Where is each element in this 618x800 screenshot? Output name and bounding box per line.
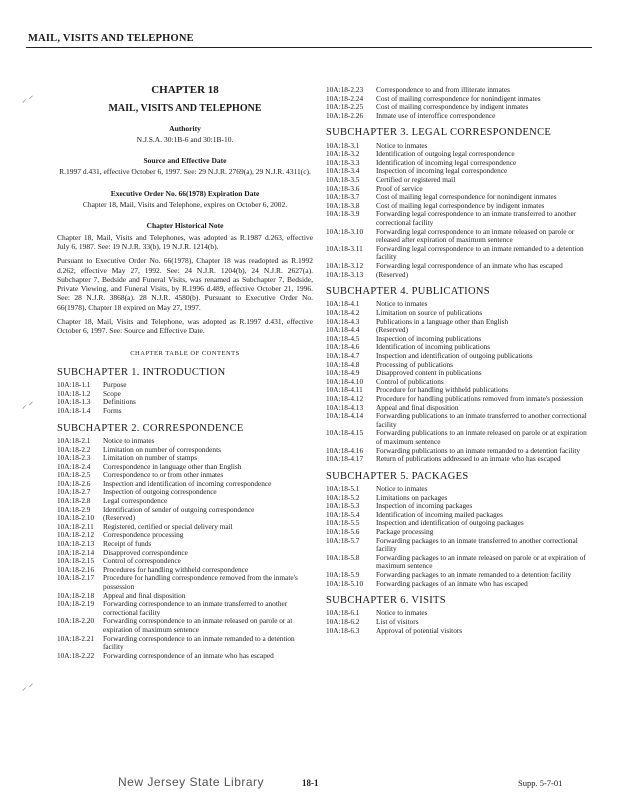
section-number: 10A:18-4.16	[326, 445, 364, 455]
section-title: Certified or registered mail	[376, 175, 456, 185]
section-number: 10A:18-1.1	[57, 380, 91, 390]
exec-order-text: Chapter 18, Mail, Visits and Telephone, expires on October 6, 2002.	[82, 200, 288, 210]
section-title: Receipt of funds	[103, 539, 152, 549]
section-number: 10A:18-2.8	[57, 496, 91, 506]
toc-entry	[326, 519, 588, 528]
toc-entry	[326, 369, 588, 378]
subchapter-heading: SUBCHAPTER 1. INTRODUCTION	[57, 366, 226, 378]
section-title: Forwarding legal correspondence to an inmate remanded to a detention facility	[376, 243, 584, 262]
section-number: 10A:18-4.11	[326, 385, 363, 395]
section-title: Scope	[103, 388, 121, 398]
header-rule	[26, 47, 592, 48]
section-number: 10A:18-3.5	[326, 175, 360, 185]
section-number: 10A:18-5.9	[326, 569, 360, 579]
source-text: R.1997 d.431, effective October 6, 1997. See: 29 N.J.R. 2769(a), 29 N.J.R. 4311(c).	[59, 167, 311, 177]
toc-entry	[326, 262, 588, 271]
section-title: Cost of mailing correspondence for nonindigent inmates	[376, 93, 541, 103]
toc-list	[326, 485, 588, 588]
toc-list	[326, 86, 588, 120]
section-title: Forwarding packages to an inmate released on parole or at expiration of maximum sentence	[376, 552, 586, 571]
section-number: 10A:18-4.9	[326, 368, 360, 378]
section-title: (Reserved)	[103, 513, 136, 523]
section-number: 10A:18-2.17	[57, 573, 95, 583]
section-title: Definitions	[103, 397, 136, 407]
section-title: Limitation on number of stamps	[103, 453, 198, 463]
section-title: Identification of incoming mailed packages	[376, 509, 503, 519]
section-title: Control of publications	[376, 376, 444, 386]
section-title: Inspection and identification of outgoing publications	[376, 351, 533, 361]
section-title: Legal correspondence	[103, 496, 168, 506]
section-number: 10A:18-2.26	[326, 110, 364, 120]
section-title: Identification of sender of outgoing correspondence	[103, 504, 255, 514]
section-title: Cost of mailing legal correspondence for nonindigent inmates	[376, 192, 557, 202]
authority-text: N.J.S.A. 30:1B-6 and 30:1B-10.	[136, 134, 234, 144]
section-title: Correspondence to and from illiterate inmates	[376, 85, 510, 94]
section-number: 10A:18-3.4	[326, 166, 360, 176]
section-number: 10A:18-5.1	[326, 484, 360, 494]
section-title: Notice to inmates	[376, 140, 428, 150]
toc-list	[326, 609, 588, 635]
section-number: 10A:18-3.12	[326, 260, 364, 270]
section-number: 10A:18-2.4	[57, 461, 91, 471]
toc-list	[57, 381, 313, 415]
section-title: Inspection and identification of outgoing packages	[376, 518, 524, 528]
section-number: 10A:18-3.8	[326, 200, 360, 210]
toc-entry	[326, 318, 588, 327]
section-title: Inspection of incoming packages	[376, 501, 473, 511]
section-number: 10A:18-2.2	[57, 444, 91, 454]
toc-entry	[326, 245, 588, 262]
section-title: Inmate use of interoffice correspondence	[376, 110, 496, 120]
section-title: Forwarding legal correspondence of an inmate who has escaped	[376, 260, 563, 270]
toc-entry	[326, 537, 588, 554]
toc-entry	[57, 531, 313, 540]
library-watermark: New Jersey State Library	[118, 775, 265, 789]
toc-heading: CHAPTER TABLE OF CONTENTS	[130, 349, 240, 357]
exec-order-heading: Executive Order No. 66(1978) Expiration Date	[110, 188, 260, 198]
authority-heading: Authority	[169, 123, 201, 133]
section-title: Control of correspondence	[103, 556, 181, 566]
section-title: Appeal and final disposition	[376, 402, 459, 412]
section-number: 10A:18-3.1	[326, 140, 360, 150]
toc-entry	[326, 429, 588, 446]
section-title: Identification of incoming publications	[376, 342, 491, 352]
toc-entry	[57, 617, 313, 634]
toc-entry	[57, 549, 313, 558]
section-number: 10A:18-4.15	[326, 428, 364, 438]
section-number: 10A:18-3.10	[326, 226, 364, 236]
subchapter-heading: SUBCHAPTER 3. LEGAL CORRESPONDENCE	[326, 127, 552, 139]
section-number: 10A:18-3.9	[326, 209, 360, 219]
section-number: 10A:18-2.16	[57, 564, 95, 574]
section-title: Notice to inmates	[376, 299, 428, 309]
section-number: 10A:18-3.2	[326, 149, 360, 159]
section-number: 10A:18-2.22	[57, 650, 95, 660]
toc-entry	[326, 609, 588, 618]
section-title: Forwarding legal correspondence to an inmate transferred to another correctional facility	[376, 209, 577, 228]
section-number: 10A:18-4.17	[326, 454, 364, 464]
section-number: 10A:18-2.15	[57, 556, 95, 566]
section-number: 10A:18-4.5	[326, 333, 360, 343]
section-title: Identification of outgoing legal correspondence	[376, 149, 515, 159]
toc-entry	[57, 574, 313, 591]
history-paragraph: Chapter 18, Mail, Visits and Telephone, was adopted as R.1997 d.431, effective October 6, 1997. See: Source and Effective Date.	[57, 317, 313, 336]
section-title: Appeal and final disposition	[103, 590, 186, 600]
section-title: Forwarding packages to an inmate transferred to another correctional facility	[376, 535, 578, 554]
chapter-number: CHAPTER 18	[151, 84, 219, 96]
section-title: Forwarding packages to an inmate remanded to a detention facility	[376, 569, 572, 579]
section-number: 10A:18-5.3	[326, 501, 360, 511]
section-title: (Reserved)	[376, 269, 409, 279]
section-title: Purpose	[103, 380, 127, 390]
section-title: Forwarding correspondence to an inmate released on parole or at expiration of maximum sentence	[103, 616, 293, 634]
section-title: Limitation on source of publications	[376, 308, 483, 318]
section-title: Forwarding correspondence to an inmate remanded to a detention facility	[103, 633, 295, 652]
section-title: Registered, certified or special delivery mail	[103, 521, 233, 531]
toc-list	[326, 300, 588, 463]
section-title: Cost of mailing correspondence by indigent inmates	[376, 102, 529, 112]
section-title: Procedure for handling withheld publications	[376, 385, 509, 395]
section-title: Disapproved content in publications	[376, 368, 482, 378]
toc-entry	[57, 523, 313, 532]
section-number: 10A:18-4.3	[326, 316, 360, 326]
section-number: 10A:18-4.4	[326, 325, 360, 335]
section-number: 10A:18-5.2	[326, 492, 360, 502]
section-number: 10A:18-2.18	[57, 590, 95, 600]
section-title: Limitations on packages	[376, 492, 448, 502]
section-title: Forms	[103, 406, 122, 416]
section-title: Inspection of incoming legal correspondence	[376, 166, 508, 176]
toc-entry	[57, 635, 313, 652]
section-number: 10A:18-3.11	[326, 243, 363, 253]
section-title: Inspection of outgoing correspondence	[103, 487, 217, 497]
section-title: Notice to inmates	[376, 608, 428, 618]
section-title: Limitation on number of correspondents	[103, 444, 221, 454]
section-title: Correspondence processing	[103, 530, 184, 540]
section-title: Processing of publications	[376, 359, 454, 369]
section-number: 10A:18-2.13	[57, 539, 95, 549]
section-number: 10A:18-5.7	[326, 535, 360, 545]
section-number: 10A:18-2.12	[57, 530, 95, 540]
toc-list	[326, 142, 588, 280]
subchapter-heading: SUBCHAPTER 4. PUBLICATIONS	[326, 286, 490, 298]
history-heading: Chapter Historical Note	[146, 221, 224, 231]
section-number: 10A:18-4.14	[326, 411, 364, 421]
section-number: 10A:18-4.1	[326, 299, 360, 309]
subchapter-heading: SUBCHAPTER 5. PACKAGES	[326, 470, 469, 482]
toc-entry	[57, 600, 313, 617]
section-number: 10A:18-5.6	[326, 527, 360, 537]
toc-entry	[326, 412, 588, 429]
section-title: Notice to inmates	[103, 435, 155, 445]
toc-list	[57, 437, 313, 660]
section-title: Return of publications addressed to an inmate who has escaped	[376, 454, 561, 464]
section-number: 10A:18-2.1	[57, 435, 91, 445]
section-number: 10A:18-4.12	[326, 394, 364, 403]
section-number: 10A:18-2.5	[57, 470, 91, 480]
section-title: Inspection of incoming publications	[376, 333, 482, 343]
section-title: Cost of mailing legal correspondence by indigent inmates	[376, 200, 545, 210]
margin-mark: ⸝ ⸍	[22, 94, 34, 104]
section-number: 10A:18-6.1	[326, 608, 360, 618]
section-number: 10A:18-2.7	[57, 487, 91, 497]
section-title: Identification of incoming legal correspondence	[376, 157, 517, 167]
section-number: 10A:18-5.8	[326, 552, 360, 562]
section-number: 10A:18-4.10	[326, 376, 364, 386]
section-number: 10A:18-4.2	[326, 308, 360, 318]
section-title: Correspondence in language other than English	[103, 461, 242, 471]
section-number: 10A:18-4.8	[326, 359, 360, 369]
section-title: List of visitors	[376, 617, 419, 627]
section-number: 10A:18-2.20	[57, 616, 95, 626]
toc-entry	[326, 627, 588, 636]
toc-entry	[57, 398, 313, 407]
toc-entry	[57, 407, 313, 416]
toc-entry	[326, 554, 588, 571]
toc-entry	[326, 176, 588, 185]
section-number: 10A:18-2.24	[326, 93, 364, 103]
section-title: (Reserved)	[376, 325, 409, 335]
section-number: 10A:18-2.19	[57, 599, 95, 609]
toc-entry	[326, 228, 588, 245]
section-number: 10A:18-4.6	[326, 342, 360, 352]
chapter-title: MAIL, VISITS AND TELEPHONE	[108, 103, 262, 115]
section-title: Forwarding correspondence to an inmate transferred to another correctional facility	[103, 599, 288, 617]
section-number: 10A:18-6.2	[326, 617, 360, 627]
section-title: Forwarding legal correspondence to an inmate released on parole or released after expiration of maximum sentence	[376, 226, 575, 245]
toc-entry	[326, 112, 588, 121]
right-column	[326, 86, 588, 635]
section-title: Inspection and identification of incoming correspondence	[103, 478, 272, 488]
section-number: 10A:18-2.6	[57, 478, 91, 488]
toc-entry	[326, 210, 588, 227]
toc-entry	[326, 271, 588, 280]
toc-entry	[57, 506, 313, 515]
history-paragraph: Pursuant to Executive Order No. 66(1978), Chapter 18 was readopted as R.1992 d.262, effective May 27, 1992. See: 24 N.J.R. 1204(b), 24 N.J.R. 2627(a). Subchapter 7, Bedside and Funeral Visits, was renamed as Subchapter 7, Bedside, Private Viewing, and Funeral Visits, by R.1996 d.489, effective October 21, 1996. See: 28 N.J.R. 3868(a). 28 N.J.R. 4580(b). Pursuant to Executive Order No. 66(1978), Chapter 18 expired on May 27, 1997.	[57, 256, 313, 312]
section-number: 10A:18-5.4	[326, 509, 360, 519]
toc-entry	[326, 485, 588, 494]
toc-entry	[326, 580, 588, 589]
section-title: Procedures for handling withheld correspondence	[103, 564, 249, 574]
section-number: 10A:18-2.21	[57, 633, 95, 643]
margin-mark: ⸝ ⸍	[22, 682, 34, 692]
section-number: 10A:18-3.6	[326, 183, 360, 193]
toc-entry	[57, 652, 313, 661]
section-number: 10A:18-2.9	[57, 504, 91, 514]
section-number: 10A:18-2.10	[57, 513, 95, 523]
running-header: MAIL, VISITS AND TELEPHONE	[28, 33, 194, 44]
section-number: 10A:18-1.4	[57, 406, 91, 416]
section-title: Proof of service	[376, 183, 423, 193]
section-number: 10A:18-2.3	[57, 453, 91, 463]
section-number: 10A:18-3.3	[326, 157, 360, 167]
section-number: 10A:18-2.14	[57, 547, 95, 557]
source-heading: Source and Effective Date	[143, 156, 227, 166]
section-number: 10A:18-2.25	[326, 102, 364, 112]
page-number: 18-1	[302, 778, 319, 788]
section-number: 10A:18-1.2	[57, 388, 91, 398]
section-number: 10A:18-5.10	[326, 578, 364, 588]
toc-entry	[326, 352, 588, 361]
section-number: 10A:18-2.11	[57, 521, 94, 531]
section-title: Correspondence to or from other inmates	[103, 470, 224, 480]
supplement-date: Supp. 5-7-01	[518, 778, 563, 788]
left-column	[57, 86, 313, 660]
section-number: 10A:18-2.23	[326, 85, 364, 94]
section-number: 10A:18-1.3	[57, 397, 91, 407]
section-number: 10A:18-3.7	[326, 192, 360, 202]
subchapter-heading: SUBCHAPTER 2. CORRESPONDENCE	[57, 422, 244, 434]
section-title: Disapproved correspondence	[103, 547, 188, 557]
toc-entry	[326, 167, 588, 176]
section-number: 10A:18-4.13	[326, 402, 364, 412]
margin-mark: ⸝ ⸍	[22, 400, 34, 410]
section-title: Forwarding packages of an inmate who has escaped	[376, 578, 528, 588]
toc-entry	[57, 488, 313, 497]
toc-entry	[57, 381, 313, 390]
toc-entry	[326, 455, 588, 464]
section-title: Forwarding publications to an inmate remanded to a detention facility	[376, 445, 581, 455]
section-title: Forwarding publications to an inmate released on parole or at expiration of maximum sentence	[376, 428, 587, 446]
section-title: Notice to inmates	[376, 484, 428, 494]
section-number: 10A:18-3.13	[326, 269, 364, 279]
section-title: Procedure for handling publications removed from inmate's possession	[376, 394, 584, 403]
subchapter-heading: SUBCHAPTER 6. VISITS	[326, 595, 446, 607]
section-title: Approval of potential visitors	[376, 625, 463, 635]
history-paragraph: Chapter 18, Mail, Visits and Telephones, was adopted as R.1987 d.263, effective July 6, 1987. See: 19 N.J.R. 33(b), 19 N.J.R. 1214(b).	[57, 232, 313, 251]
section-number: 10A:18-6.3	[326, 625, 360, 635]
section-number: 10A:18-4.7	[326, 351, 360, 361]
section-number: 10A:18-5.5	[326, 518, 360, 528]
section-title: Procedure for handling correspondence removed from the inmate's possession	[103, 573, 298, 591]
section-title: Forwarding publications to an inmate transferred to another correctional facility	[376, 411, 587, 429]
toc-entry	[57, 390, 313, 399]
section-title: Publications in a language other than English	[376, 316, 509, 326]
section-title: Package processing	[376, 527, 434, 537]
section-title: Forwarding correspondence of an inmate who has escaped	[103, 650, 274, 660]
